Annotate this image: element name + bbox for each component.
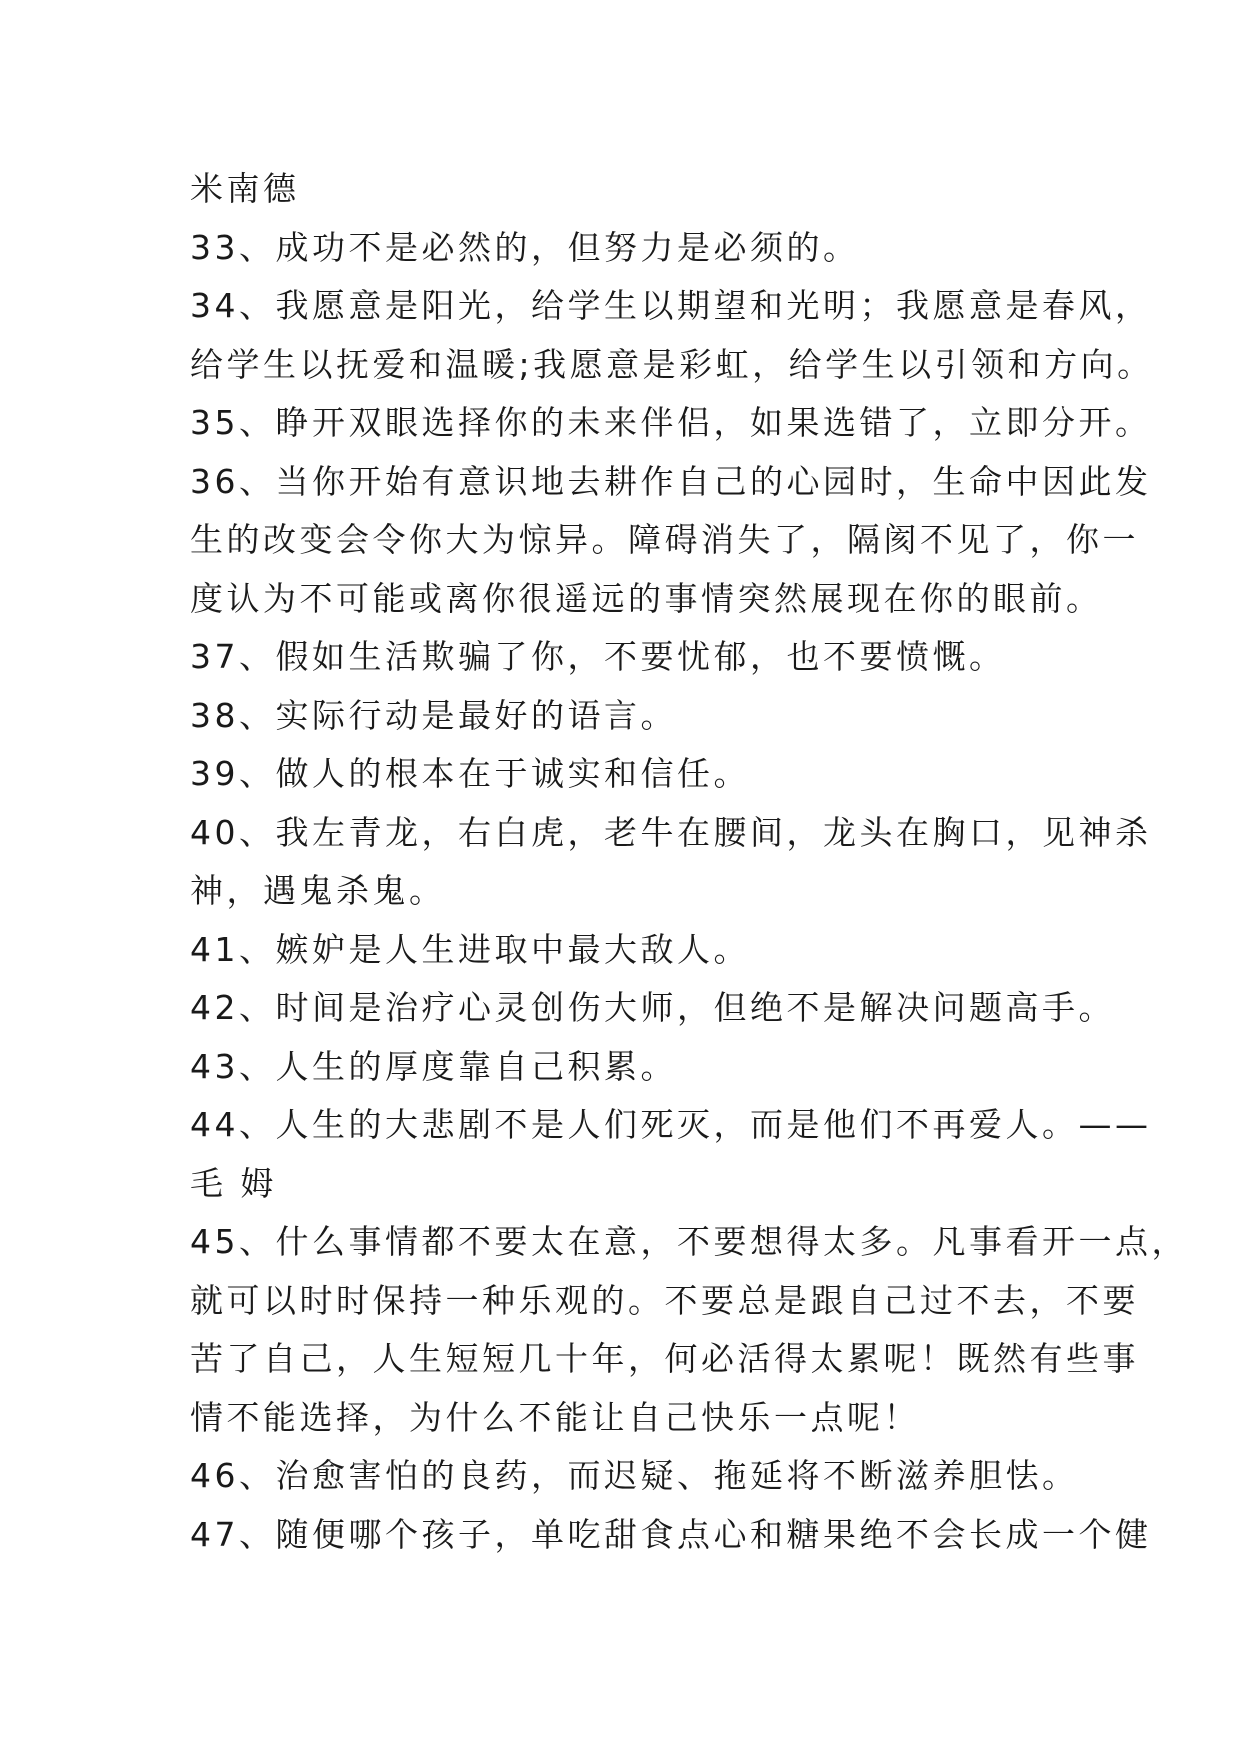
text-line: 就可以时时保持一种乐观的。不要总是跟自己过不去，不要: [190, 1280, 1139, 1320]
text-line: 毛 姆: [190, 1163, 277, 1203]
text-line: 42、时间是治疗心灵创伤大师，但绝不是解决问题高手。: [190, 988, 1115, 1027]
text-line: 35、睁开双眼选择你的未来伴侣，如果选错了，立即分开。: [190, 403, 1152, 442]
text-line: 米南德: [190, 169, 300, 208]
text-line: 38、实际行动是最好的语言。: [190, 695, 677, 735]
text-line: 47、随便哪个孩子，单吃甜食点心和糖果绝不会长成一个健: [190, 1514, 1152, 1554]
text-line: 神，遇鬼杀鬼。: [190, 871, 446, 910]
text-line: 给学生以抚爱和温暖;我愿意是彩虹，给学生以引领和方向。: [190, 344, 1154, 384]
text-line: 36、当你开始有意识地去耕作自己的心园时，生命中因此发: [190, 461, 1152, 501]
text-line: 34、我愿意是阳光，给学生以期望和光明；我愿意是春风，: [190, 286, 1152, 325]
text-line: 44、人生的大悲剧不是人们死灭，而是他们不再爱人。——: [190, 1105, 1152, 1144]
text-line: 45、什么事情都不要太在意，不要想得太多。凡事看开一点，: [190, 1222, 1188, 1261]
text-line: 度认为不可能或离你很遥远的事情突然展现在你的眼前。: [190, 578, 1103, 618]
text-line: 43、人生的厚度靠自己积累。: [190, 1046, 677, 1086]
text-line: 33、成功不是必然的，但努力是必须的。: [190, 227, 860, 267]
text-line: 情不能选择，为什么不能让自己快乐一点呢！: [190, 1397, 920, 1437]
text-line: 37、假如生活欺骗了你，不要忧郁，也不要愤慨。: [190, 637, 1006, 676]
text-line: 46、治愈害怕的良药，而迟疑、拖延将不断滋养胆怯。: [190, 1456, 1079, 1495]
text-line: 41、嫉妒是人生进取中最大敌人。: [190, 929, 750, 969]
text-line: 生的改变会令你大为惊异。障碍消失了，隔阂不见了，你一: [190, 520, 1139, 559]
text-line: 苦了自己，人生短短几十年，何必活得太累呢！既然有些事: [190, 1339, 1139, 1378]
text-line: 40、我左青龙，右白虎，老牛在腰间，龙头在胸口，见神杀: [190, 812, 1152, 852]
text-line: 39、做人的根本在于诚实和信任。: [190, 754, 750, 793]
document-body: [190, 160, 1188, 1564]
